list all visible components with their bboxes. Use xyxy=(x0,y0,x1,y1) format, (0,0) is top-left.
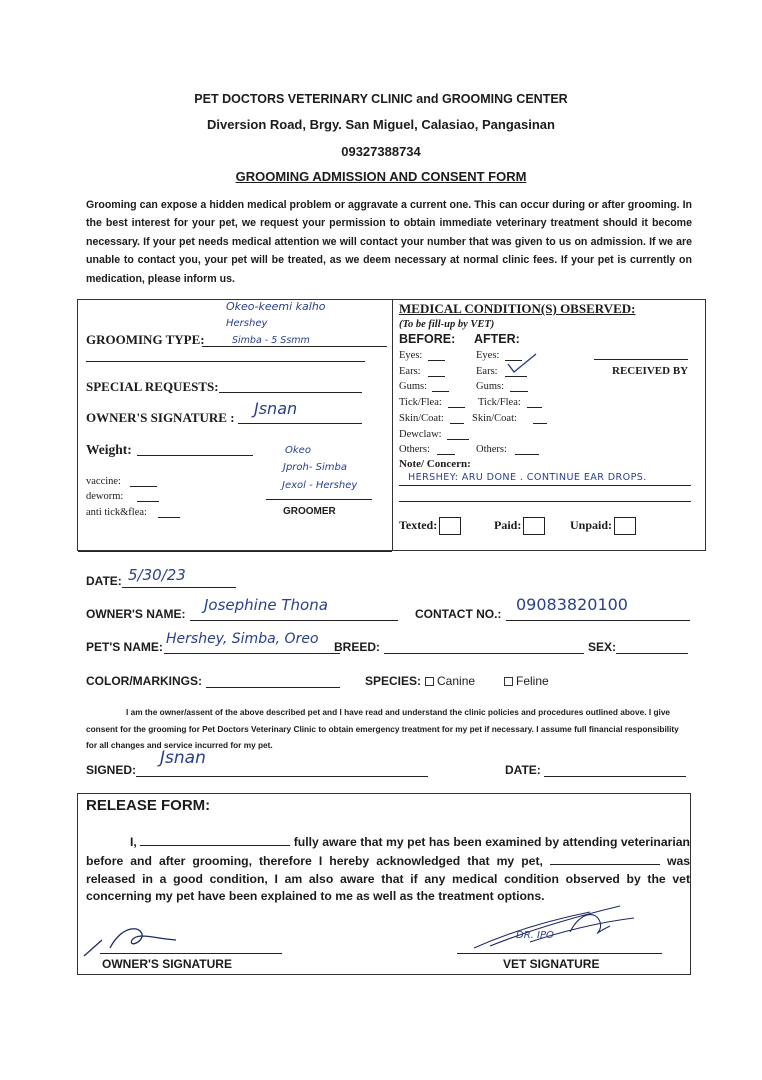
groomer-note-3: Jexol - Hershey xyxy=(282,480,358,491)
owner-name-value: Josephine Thona xyxy=(204,596,328,614)
after-gums-label: Gums: xyxy=(476,381,505,392)
pet-name-label: PET'S NAME: xyxy=(86,640,163,654)
before-tick-field[interactable] xyxy=(448,407,465,408)
signed-value: Jsnan xyxy=(160,748,206,768)
special-requests-field[interactable] xyxy=(219,392,362,393)
anti-tick-field[interactable] xyxy=(158,517,180,518)
groomer-line[interactable] xyxy=(266,499,372,500)
vet-signature-mark xyxy=(470,902,640,954)
groomer-note-1: Okeo xyxy=(285,445,311,456)
signed-label: SIGNED: xyxy=(86,763,137,777)
grooming-type-value-1: Okeo-keemi kalho xyxy=(226,300,326,313)
owner-name-field[interactable] xyxy=(190,620,398,621)
deworm-label: deworm: xyxy=(86,491,124,502)
weight-field[interactable] xyxy=(137,455,253,456)
after-others-label: Others: xyxy=(476,444,507,455)
note-value: HERSHEY: ARU DONE . CONTINUE EAR DROPS. xyxy=(408,472,647,483)
canine-checkbox[interactable] xyxy=(425,677,434,686)
sex-field[interactable] xyxy=(616,653,688,654)
before-gums-field[interactable] xyxy=(432,391,449,392)
release-owner-name-field[interactable] xyxy=(140,833,290,846)
section-divider xyxy=(78,551,392,552)
received-by-field[interactable] xyxy=(594,359,688,360)
after-others-field[interactable] xyxy=(515,454,539,455)
weight-label: Weight: xyxy=(86,442,132,457)
release-text-1: fully aware that my pet has been examined by attending veterinarian before and after grooming, therefore I hereby acknowledged that my pet, xyxy=(86,835,690,868)
feline-option xyxy=(500,674,549,688)
color-field[interactable] xyxy=(206,687,340,688)
clinic-name: PET DOCTORS VETERINARY CLINIC and GROOMING CENTER xyxy=(194,92,568,106)
contact-field[interactable] xyxy=(506,620,690,621)
pet-name-value: Hershey, Simba, Oreo xyxy=(166,631,319,647)
received-by-label: RECEIVED BY xyxy=(612,365,689,377)
signed-field[interactable] xyxy=(136,776,428,777)
grooming-type-value-3: Simba - 5 Ssmm xyxy=(232,335,310,346)
paid-checkbox[interactable] xyxy=(523,517,545,535)
grooming-type-label: GROOMING TYPE: xyxy=(86,332,205,347)
consent-paragraph: I am the owner/assent of the above described pet and I have read and understand the clinic policies and procedures outlined above. I give consent for the grooming for Pet Doctors Veterinary Clinic to obtain emergency treatment for my pet if necessary. I assume full financial responsibility for all changes and service incurred for my pet. xyxy=(86,707,679,750)
before-gums-label: Gums: xyxy=(399,381,428,392)
vaccine-label: vaccine: xyxy=(86,476,121,487)
vaccine-field[interactable] xyxy=(130,486,157,487)
after-skin-field[interactable] xyxy=(533,423,547,424)
breed-field[interactable] xyxy=(384,653,584,654)
clinic-address: Diversion Road, Brgy. San Miguel, Calasiao, Pangasinan xyxy=(207,117,555,132)
pet-name-field[interactable] xyxy=(164,653,340,654)
after-label: AFTER: xyxy=(474,332,520,346)
vet-signature-value: DR. IPO xyxy=(516,930,554,941)
after-gums-field[interactable] xyxy=(510,391,528,392)
groomer-note-2: Jproh- Simba xyxy=(283,462,347,473)
intro-paragraph: Grooming can expose a hidden medical problem or aggravate a current one. This can occur during or after grooming. In the best interest for your pet, we request your permission to obtain immediate veterinary treatment should it become necessary. If your pet needs medical attention we will contact your number that was given to us on admission. If we are unable to contact you, your pet will be treated, as we deem necessary at normal clinic fees. If your pet is currently on medication, please inform us. xyxy=(86,199,692,285)
after-ears-check-mark xyxy=(506,352,538,376)
paid-field xyxy=(494,517,545,535)
species-label: SPECIES: xyxy=(365,674,422,688)
contact-label: CONTACT NO.: xyxy=(415,607,502,621)
owner-signature-caption: OWNER'S SIGNATURE xyxy=(102,957,232,971)
owner-signature-label: OWNER'S SIGNATURE : xyxy=(86,410,235,425)
after-skin-label: Skin/Coat: xyxy=(472,413,517,424)
note-line-2[interactable] xyxy=(399,501,691,502)
species-row xyxy=(365,674,475,688)
texted-label: Texted: xyxy=(399,517,438,532)
release-pet-name-field[interactable] xyxy=(550,852,660,865)
grooming-type-line[interactable] xyxy=(202,346,387,347)
grooming-type-line-2[interactable] xyxy=(86,361,365,362)
paid-label: Paid: xyxy=(494,517,522,532)
vet-signature-line[interactable] xyxy=(457,953,662,954)
owner-signature-field[interactable] xyxy=(238,423,362,424)
feline-label: Feline xyxy=(516,674,549,688)
owner-signature-value: Jsnan xyxy=(254,399,298,418)
after-ears-field[interactable] xyxy=(505,376,527,377)
before-skin-field[interactable] xyxy=(450,423,464,424)
owner-name-label: OWNER'S NAME: xyxy=(86,607,186,621)
unpaid-field xyxy=(570,517,636,535)
date-field[interactable] xyxy=(122,587,236,588)
before-label: BEFORE: xyxy=(399,332,456,346)
before-ears-label: Ears: xyxy=(399,366,421,377)
owner-signature-line[interactable] xyxy=(100,953,282,954)
groomer-label: GROOMER xyxy=(283,506,336,517)
anti-tick-label: anti tick&flea: xyxy=(86,507,147,518)
before-eyes-field[interactable] xyxy=(428,360,445,361)
sex-label: SEX: xyxy=(588,640,617,654)
after-tick-label: Tick/Flea: xyxy=(478,397,521,408)
feline-checkbox[interactable] xyxy=(504,677,513,686)
grooming-type-value-2: Hershey xyxy=(226,318,268,329)
special-requests-label: SPECIAL REQUESTS: xyxy=(86,379,219,394)
vet-signature-caption: VET SIGNATURE xyxy=(503,957,600,971)
before-eyes-label: Eyes: xyxy=(399,350,423,361)
texted-checkbox[interactable] xyxy=(439,517,461,535)
contact-value: 09083820100 xyxy=(516,595,628,614)
unpaid-checkbox[interactable] xyxy=(614,517,636,535)
before-skin-label: Skin/Coat: xyxy=(399,413,444,424)
after-tick-field[interactable] xyxy=(527,407,542,408)
before-tick-label: Tick/Flea: xyxy=(399,397,442,408)
box-divider xyxy=(392,299,393,551)
before-others-field[interactable] xyxy=(437,454,455,455)
after-eyes-label: Eyes: xyxy=(476,350,500,361)
after-ears-label: Ears: xyxy=(476,366,498,377)
dewclaw-field[interactable] xyxy=(447,439,469,440)
canine-label: Canine xyxy=(437,674,476,688)
date-value: 5/30/23 xyxy=(128,566,186,584)
signed-date-label: DATE: xyxy=(505,763,541,777)
signed-date-field[interactable] xyxy=(544,776,686,777)
clinic-phone: 09327388734 xyxy=(341,144,421,159)
texted-field xyxy=(399,517,461,535)
medical-subtitle: (To be fill-up by VET) xyxy=(399,319,495,330)
breed-label: BREED: xyxy=(334,640,381,654)
release-i: I, xyxy=(130,835,137,849)
before-others-label: Others: xyxy=(399,444,430,455)
release-text-2: was released in a good condition, I am also aware that if any medical condition observed by the vet concerning my pet have been explained to me as well as the treatment options. xyxy=(86,853,691,904)
dewclaw-label: Dewclaw: xyxy=(399,429,442,440)
release-paragraph xyxy=(86,833,690,906)
form-title: GROOMING ADMISSION AND CONSENT FORM xyxy=(235,169,527,184)
medical-title: MEDICAL CONDITION(S) OBSERVED: xyxy=(399,301,636,316)
deworm-field[interactable] xyxy=(137,501,159,502)
release-title: RELEASE FORM: xyxy=(86,797,211,814)
unpaid-label: Unpaid: xyxy=(570,517,613,532)
before-ears-field[interactable] xyxy=(428,376,445,377)
date-label: DATE: xyxy=(86,574,122,588)
color-label: COLOR/MARKINGS: xyxy=(86,674,202,688)
note-label: Note/ Concern: xyxy=(399,458,471,470)
note-line-1[interactable] xyxy=(399,485,691,486)
